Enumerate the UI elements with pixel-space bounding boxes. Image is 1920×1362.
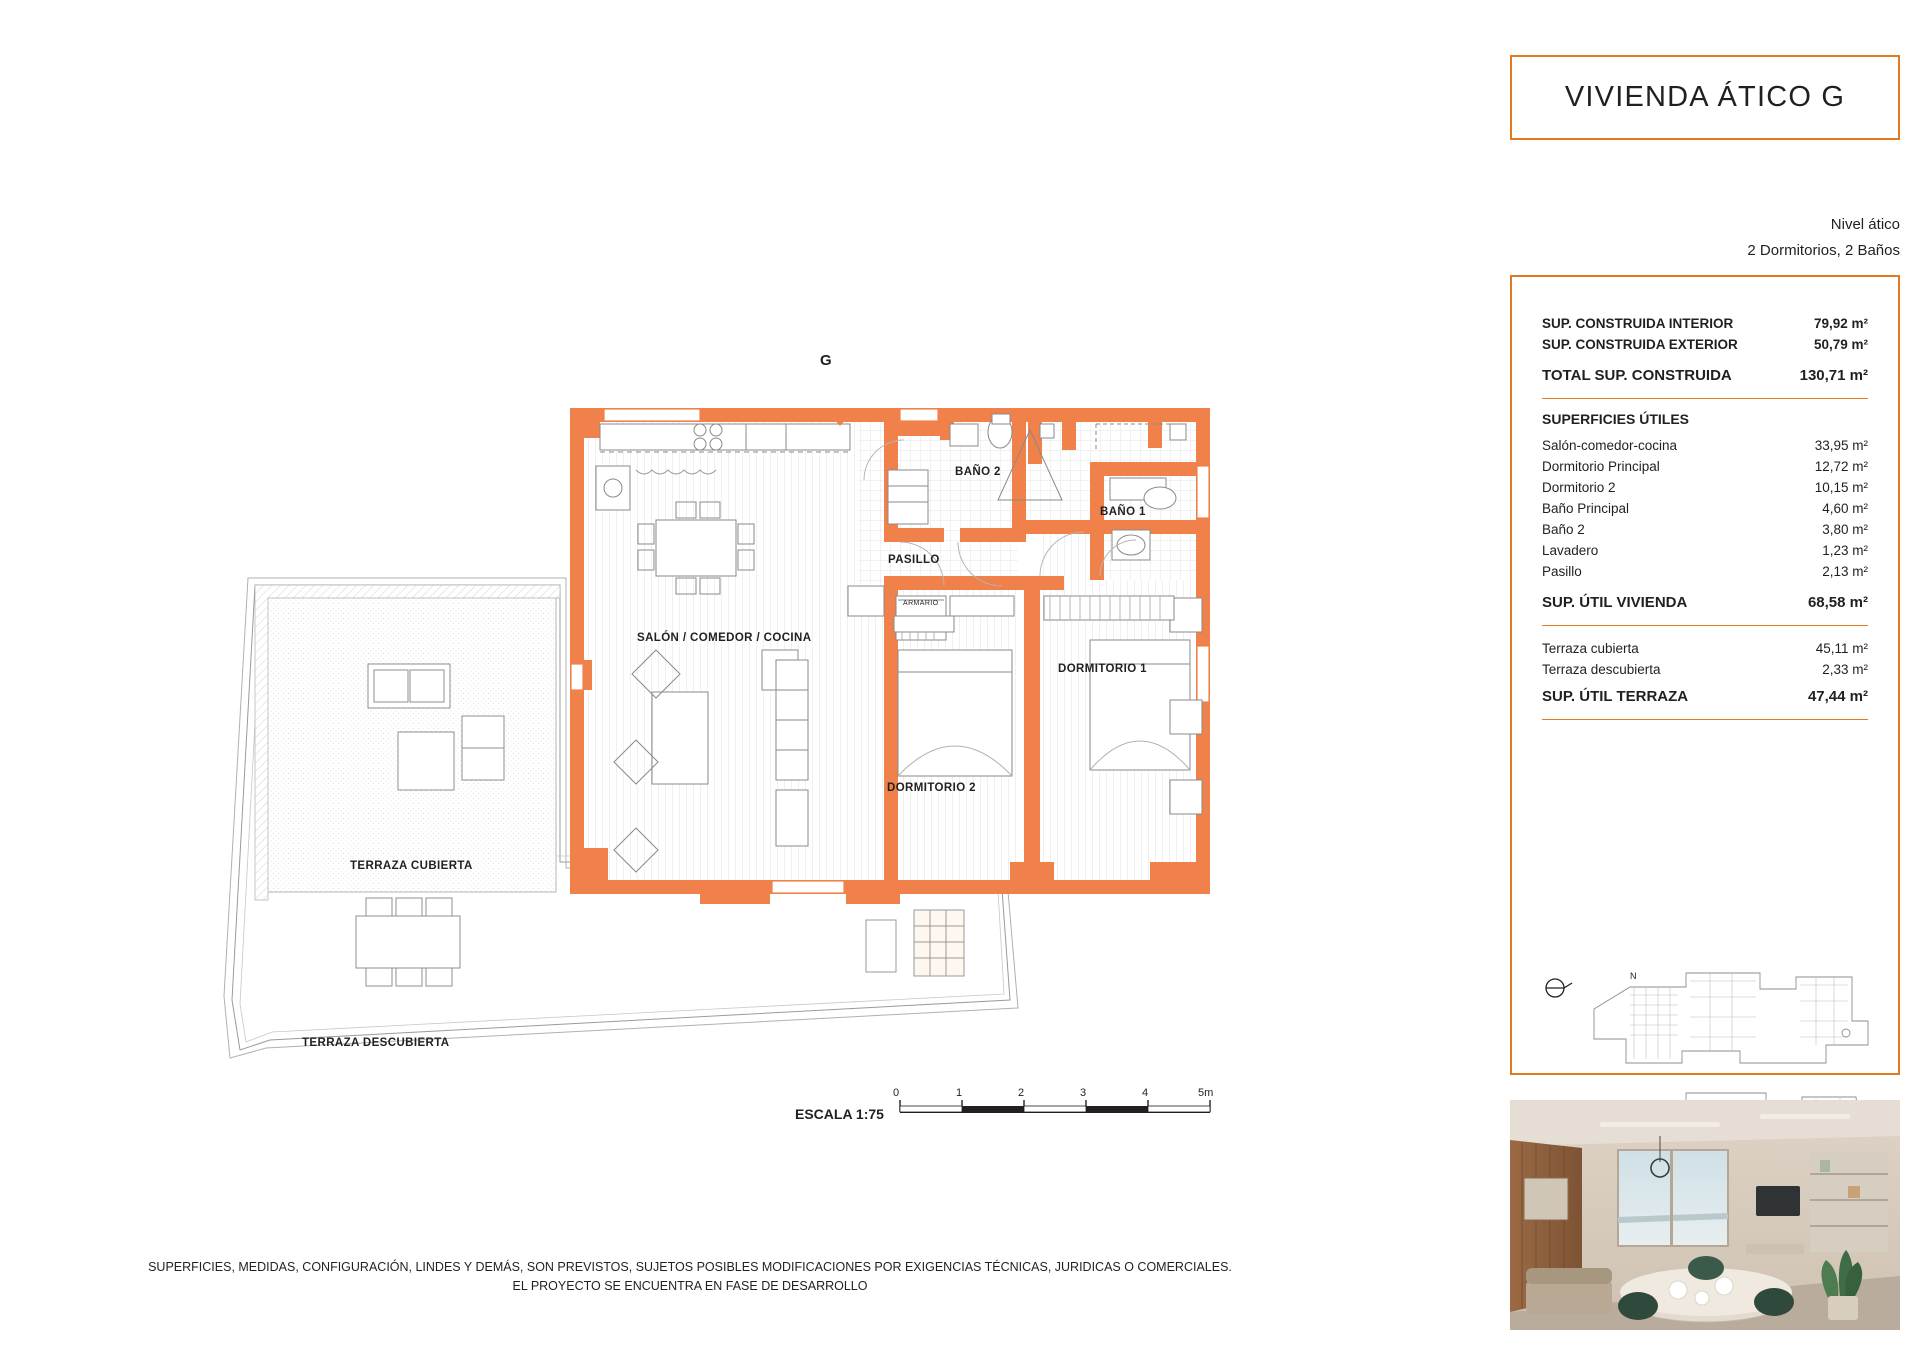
info-panel	[1492, 0, 1920, 1357]
row-sup-util-vivienda: SUP. ÚTIL VIVIENDA 68,58 m²	[1542, 594, 1868, 611]
room-label-pasillo: PASILLO	[888, 554, 940, 566]
scale-tick-1: 1	[956, 1087, 963, 1099]
terrace-objects	[866, 910, 964, 976]
room-label-terraza-descubierta: TERRAZA DESCUBIERTA	[302, 1037, 450, 1049]
scale-tick-0: 0	[893, 1087, 900, 1099]
row-pasillo: Pasillo 2,13 m²	[1542, 564, 1868, 579]
row-dormitorio-2: Dormitorio 2 10,15 m²	[1542, 480, 1868, 495]
disclaimer-line-1: SUPERFICIES, MEDIDAS, CONFIGURACIÓN, LINDES Y DEMÁS, SON PREVISTOS, SUJETOS POSIBLES MODIFICACIONES POR EXIGENCIAS TÉCNICAS, JURIDICAS O COMERCIALES.	[148, 1260, 1232, 1274]
scale-tick-4: 4	[1142, 1087, 1149, 1099]
row-sup-util-terraza: SUP. ÚTIL TERRAZA 47,44 m²	[1542, 688, 1868, 705]
areas-table	[1510, 275, 1900, 1075]
room-label-dormitorio-1: DORMITORIO 1	[1058, 663, 1147, 675]
scale-tick-2: 2	[1018, 1087, 1025, 1099]
page-title: VIVIENDA ÁTICO G	[1564, 81, 1846, 113]
unit-title-box	[1510, 55, 1900, 140]
subtitle-rooms: 2 Dormitorios, 2 Baños	[1747, 242, 1900, 259]
row-sup-construida-exterior: SUP. CONSTRUIDA EXTERIOR 50,79 m²	[1542, 337, 1868, 352]
row-lavadero: Lavadero 1,23 m²	[1542, 543, 1868, 558]
render-illustration	[1510, 1100, 1900, 1330]
unit-letter-label: G	[820, 352, 832, 369]
row-salon-comedor-cocina: Salón-comedor-cocina 33,95 m²	[1542, 438, 1868, 453]
row-bano-principal: Baño Principal 4,60 m²	[1542, 501, 1868, 516]
row-bano-2: Baño 2 3,80 m²	[1542, 522, 1868, 537]
row-terraza-descubierta: Terraza descubierta 2,33 m²	[1542, 662, 1868, 677]
disclaimer	[0, 1258, 1380, 1296]
interior-render-image	[1510, 1100, 1900, 1330]
unit-subtitle	[1510, 212, 1900, 264]
subtitle-level: Nivel ático	[1830, 216, 1900, 233]
row-terraza-cubierta: Terraza cubierta 45,11 m²	[1542, 641, 1868, 656]
north-compass-icon	[1542, 975, 1582, 1001]
room-label-dormitorio-2: DORMITORIO 2	[887, 782, 976, 794]
scale-tick-3: 3	[1080, 1087, 1087, 1099]
room-label-terraza-cubierta: TERRAZA CUBIERTA	[350, 860, 473, 872]
keyplan-upper	[1590, 967, 1872, 1072]
room-label-armario: ARMARIO	[903, 600, 939, 607]
row-sup-construida-interior: SUP. CONSTRUIDA INTERIOR 79,92 m²	[1542, 316, 1868, 331]
room-label-bano-2: BAÑO 2	[955, 466, 1001, 478]
room-label-bano-1: BAÑO 1	[1100, 506, 1146, 518]
room-label-salon-comedor-cocina: SALÓN / COMEDOR / COCINA	[637, 632, 812, 644]
scale-label: ESCALA 1:75	[795, 1106, 884, 1122]
row-total-sup-construida: TOTAL SUP. CONSTRUIDA 130,71 m²	[1542, 367, 1868, 384]
row-dormitorio-principal: Dormitorio Principal 12,72 m²	[1542, 459, 1868, 474]
north-label: N	[1630, 971, 1637, 981]
scale-bar-graphic	[900, 1100, 1210, 1112]
superficies-utiles-header: SUPERFICIES ÚTILES	[1542, 411, 1690, 427]
disclaimer-line-2: EL PROYECTO SE ENCUENTRA EN FASE DE DESARROLLO	[512, 1279, 868, 1293]
scale-tick-5: 5m	[1198, 1087, 1214, 1099]
